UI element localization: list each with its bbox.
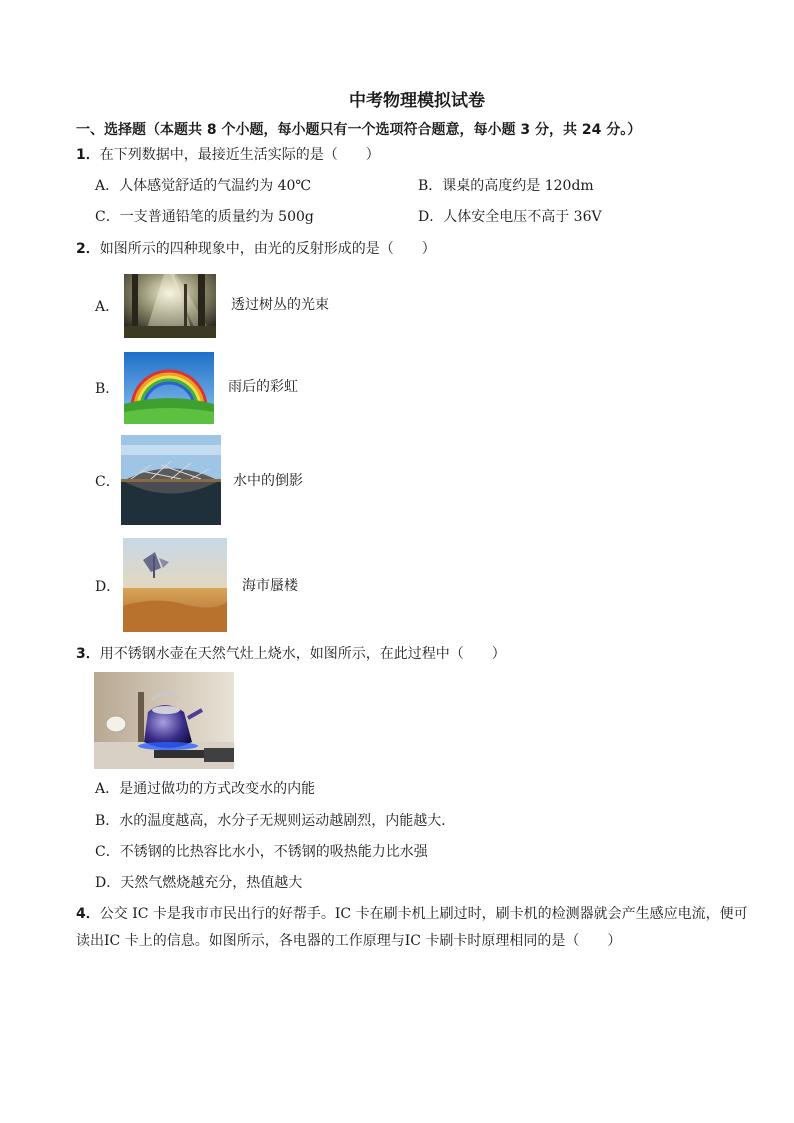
question-4 (76, 901, 756, 955)
question-stem: 公交 IC 卡是我市市民出行的好帮手。IC 卡在刷卡机上刷过时，刷卡机的检测器就会产生感应电流，便可读出IC 卡上的信息。如图所示，各电器的工作原理与IC 卡刷卡时原理相同的是（ ） (76, 906, 748, 949)
q2-option-b-letter: B． (95, 381, 120, 397)
kettle-on-stove-image (94, 672, 234, 769)
question-number: 4． (76, 906, 100, 922)
page-title: 中考物理模拟试卷 (349, 91, 485, 111)
q2-option-a-letter: A． (95, 299, 120, 315)
q2-option-c-letter: C． (95, 474, 120, 490)
q1-option-d: D．人体安全电压不高于 36V (418, 209, 602, 225)
question-3 (76, 645, 506, 663)
q3-option-d: D．天然气燃烧越充分，热值越大 (95, 875, 303, 891)
question-1 (76, 146, 380, 164)
q2-option-d-text: 海市蜃楼 (242, 578, 298, 594)
mirage-image (123, 538, 227, 632)
rainbow-image (124, 352, 214, 424)
q3-option-c: C．不锈钢的比热容比水小，不锈钢的吸热能力比水强 (95, 844, 428, 860)
question-number: 3． (76, 646, 100, 662)
q1-option-c: C．一支普通铅笔的质量约为 500g (95, 209, 314, 225)
q3-option-b: B．水的温度越高，水分子无规则运动越剧烈，内能越大． (95, 813, 456, 829)
q2-option-b-text: 雨后的彩虹 (228, 379, 298, 395)
q1-option-a: A．人体感觉舒适的气温约为 40℃ (95, 178, 312, 194)
stadium-reflection-image (121, 435, 221, 525)
q2-option-d-letter: D． (95, 579, 121, 595)
forest-light-image (124, 274, 216, 338)
question-stem: 在下列数据中，最接近生活实际的是（ ） (99, 147, 380, 163)
question-2 (76, 240, 436, 258)
question-number: 1． (76, 147, 100, 163)
question-stem: 如图所示的四种现象中，由光的反射形成的是（ ） (99, 241, 436, 257)
question-stem: 用不锈钢水壶在天然气灶上烧水，如图所示，在此过程中（ ） (99, 646, 506, 662)
section-heading: 一、选择题（本题共 8 个小题，每小题只有一个选项符合题意，每小题 3 分，共 24 分。） (76, 122, 642, 138)
q1-option-b: B．课桌的高度约是 120dm (418, 178, 594, 194)
q2-option-a-text: 透过树丛的光束 (231, 297, 329, 313)
question-number: 2． (76, 241, 100, 257)
q3-option-a: A．是通过做功的方式改变水的内能 (95, 781, 316, 797)
q2-option-c-text: 水中的倒影 (233, 473, 303, 489)
